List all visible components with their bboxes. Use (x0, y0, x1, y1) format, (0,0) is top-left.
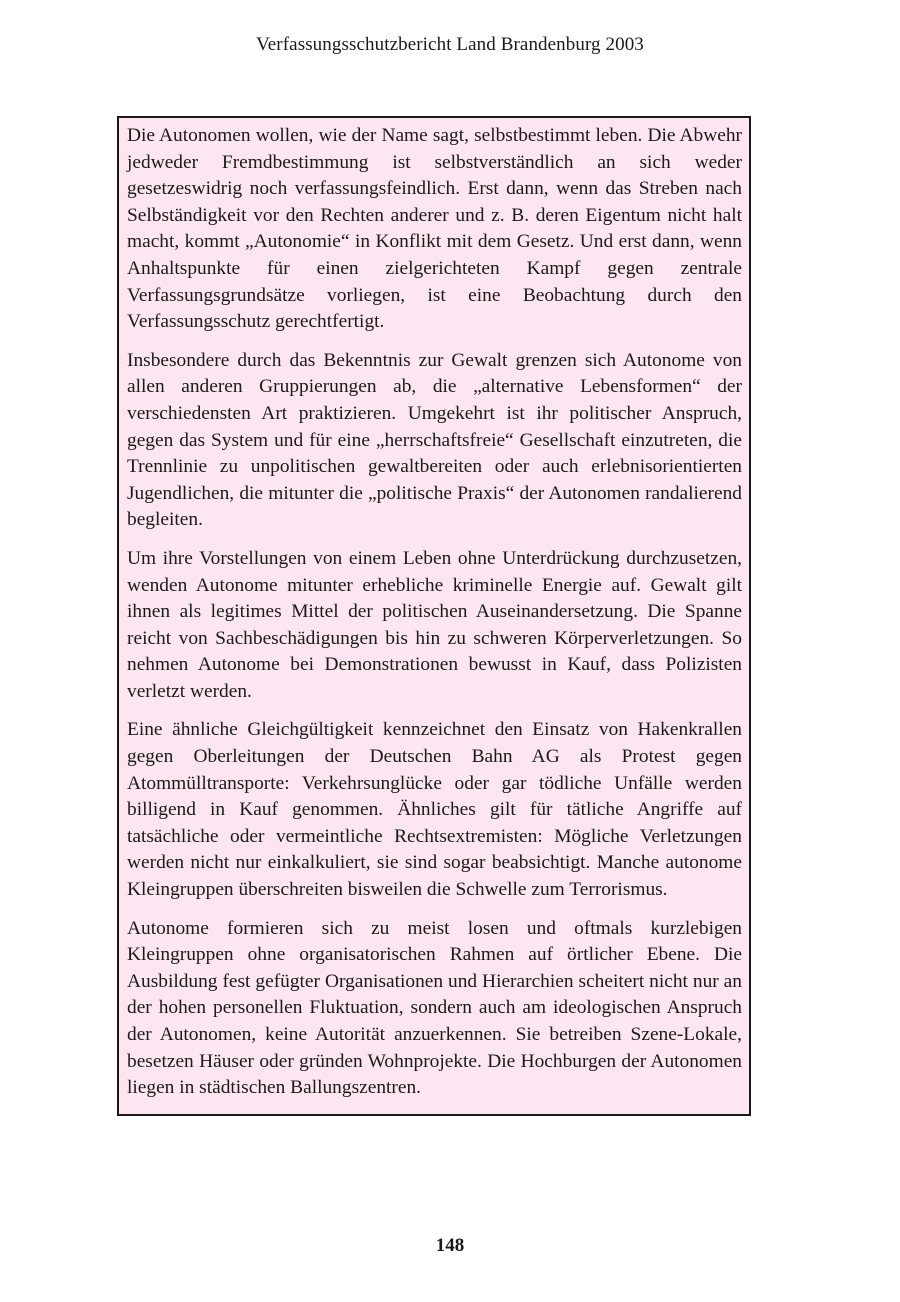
highlighted-text-box (117, 116, 751, 1116)
paragraph-4: Eine ähnliche Gleichgültigkeit kennzeichnet den Einsatz von Hakenkrallen gegen Oberleitungen der Deutschen Bahn AG als Protest gegen Atommülltransporte: Verkehrsunglücke oder gar tödliche Unfälle werden billigend in Kauf genommen. Ähnliches gilt für tätliche Angriffe auf tatsächliche oder vermeintliche Rechtsextremisten: Mögliche Verletzungen werden nicht nur einkalkuliert, sie sind sogar beabsichtigt. Manche autonome Kleingruppen überschreiten bisweilen die Schwelle zum Terrorismus. (127, 719, 742, 901)
paragraph-5: Autonome formieren sich zu meist losen und oftmals kurzlebigen Kleingruppen ohne organisatorischen Rahmen auf örtlicher Ebene. Die Ausbildung fest gefügter Organisationen und Hierarchien scheitert nicht nur an der hohen personellen Fluktuation, sondern auch am ideologischen Anspruch der Autonomen, keine Autorität anzuerkennen. Sie betreiben Szene-Lokale, besetzen Häuser oder gründen Wohnprojekte. Die Hochburgen der Autonomen liegen in städtischen Ballungszentren. (127, 917, 742, 1099)
paragraph-3: Um ihre Vorstellungen von einem Leben ohne Unterdrückung durchzusetzen, wenden Autonome mitunter erhebliche kriminelle Energie auf. Gewalt gilt ihnen als legitimes Mittel der politischen Auseinandersetzung. Die Spanne reicht von Sachbeschädigungen bis hin zu schweren Körperverletzungen. So nehmen Autonome bei Demonstrationen bewusst in Kauf, dass Polizisten verletzt werden. (127, 547, 742, 702)
running-header-title: Verfassungsschutzbericht Land Brandenburg 2003 (256, 34, 644, 55)
page-number: 148 (435, 1235, 465, 1256)
paragraph-1: Die Autonomen wollen, wie der Name sagt, selbstbestimmt leben. Die Abwehr jedweder Fremdbestimmung ist selbstverständlich an sich weder gesetzeswidrig noch verfassungsfeindlich. Erst dann, wenn das Streben nach Selbständigkeit vor den Rechten anderer und z. B. deren Eigentum nicht halt macht, kommt „Autonomie“ in Konflikt mit dem Gesetz. Und erst dann, wenn Anhaltspunkte für einen zielgerichteten Kampf gegen zentrale Verfassungsgrundsätze vorliegen, ist eine Beobachtung durch den Verfassungsschutz gerechtfertigt. (127, 125, 742, 333)
paragraph-2: Insbesondere durch das Bekenntnis zur Gewalt grenzen sich Autonome von allen anderen Gruppierungen ab, die „alternative Lebensformen“ der verschiedensten Art praktizieren. Umgekehrt ist ihr politischer Anspruch, gegen das System und für eine „herrschaftsfreie“ Gesellschaft einzutreten, die Trennlinie zu unpolitischen gewaltbereiten oder auch erlebnisorientierten Jugendlichen, die mitunter die „politische Praxis“ der Autonomen randalierend begleiten. (127, 349, 742, 531)
